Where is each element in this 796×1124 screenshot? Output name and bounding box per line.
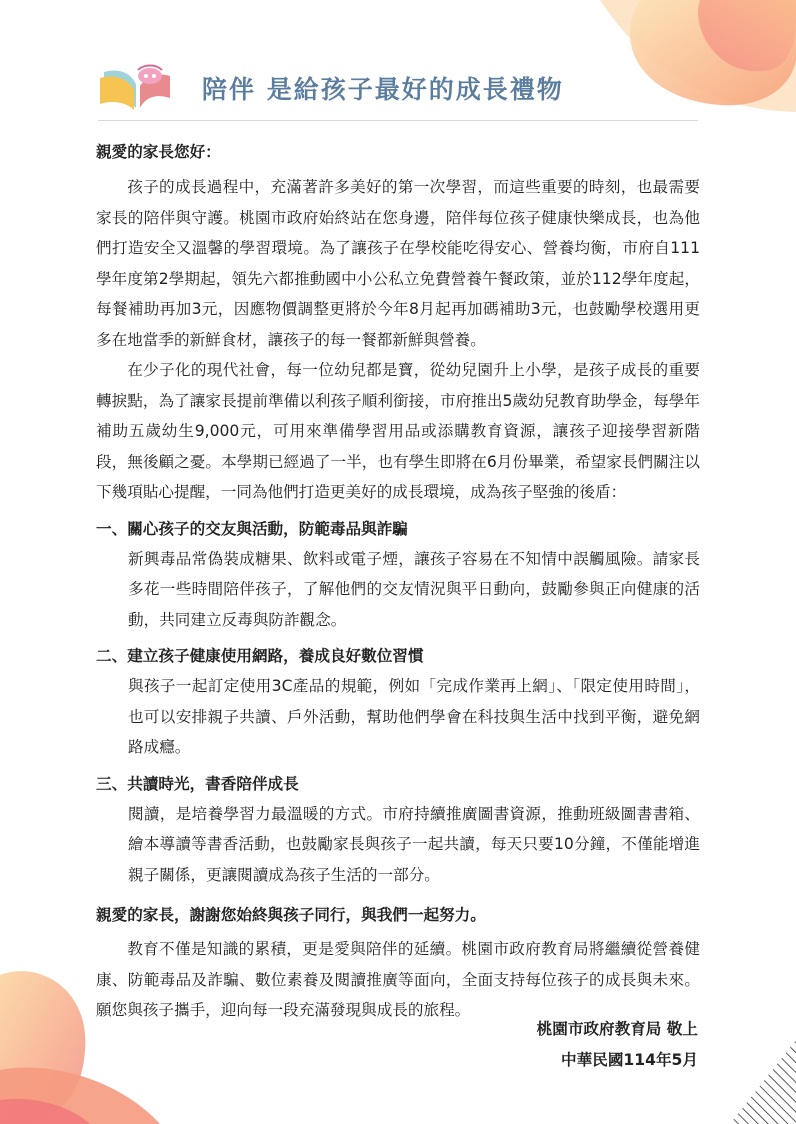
section [96,516,700,636]
intro-paragraph: 孩子的成長過程中，充滿著許多美好的第一次學習，而這些重要的時刻，也最需要家長的陪伴與守護。桃園市政府始終站在您身邊，陪伴每位孩子健康快樂成長，也為他們打造安全又溫馨的學習環境。為了讓孩子在學校能吃得安心、營養均衡，市府自111學年度第2學期起，領先六都推動國中小公私立免費營養午餐政策，並於112學年度起，每餐補助再加3元，因應物價調整更將於今年8月起再加碼補助3元，也鼓勵學校選用更多在地當季的新鮮食材，讓孩子的每一餐都新鮮與營養。 [96,178,700,349]
section-title: 一、關心孩子的交友與活動，防範毒品與詐騙 [96,519,408,538]
signature-date: 中華民國114年5月 [561,1051,698,1069]
signature-org: 桃園市政府教育局 敬上 [536,1020,698,1038]
section-body: 新興毒品常偽裝成糖果、飲料或電子煙，讓孩子容易在不知情中誤觸風險。請家長多花一些時間陪伴孩子，了解他們的交友情況與平日動向，鼓勵參與正向健康的活動，共同建立反毒與防詐觀念。 [128,549,700,629]
page-title: 陪伴 是給孩子最好的成長禮物 [202,75,564,104]
section [96,771,700,891]
book-mask-icon [98,62,176,112]
closing-paragraph: 教育不僅是知識的累積，更是愛與陪伴的延續。桃園市政府教育局將繼續從營養健康、防範毒品及詐騙、數位素養及閱讀推廣等面向，全面支持每位孩子的成長與未來。願您與孩子攜手，迎向每一段充滿發現與成長的旅程。 [96,940,700,1019]
bottom-right-hatch [730,1040,796,1124]
letter-body [96,140,700,1026]
section-title: 二、建立孩子健康使用網路，養成良好數位習慣 [96,647,424,665]
section [96,643,700,763]
signature-block [537,1014,698,1076]
document-header [98,62,698,118]
greeting: 親愛的家長您好： [96,143,221,161]
intro-paragraph: 在少子化的現代社會，每一位幼兒都是寶，從幼兒園升上小學，是孩子成長的重要轉捩點，為了讓家長提前準備以利孩子順利銜接，市府推出5歲幼兒教育助學金，每學年補助五歲幼生9,000元，可用來準備學習用品或添購教育資源，讓孩子迎接學習新階段，無後顧之憂。本學期已經過了一半，也有學生即將在6月份畢業，希望家長們關注以下幾項貼心提醒，一同為他們打造更美好的成長環境，成為孩子堅強的後盾： [96,361,700,501]
header-divider [98,120,698,121]
section-title: 三、共讀時光，書香陪伴成長 [96,774,299,793]
closing-heading: 親愛的家長，謝謝您始終與孩子同行，與我們一起努力。 [96,906,486,924]
section-body: 閱讀，是培養學習力最溫暖的方式。市府持續推廣圖書資源，推動班級圖書書箱、繪本導讀等書香活動，也鼓勵家長與孩子一起共讀，每天只要10分鐘，不僅能增進親子關係，更讓閱讀成為孩子生活的一部分。 [128,804,700,884]
section-body: 與孩子一起訂定使用3C產品的規範，例如「完成作業再上網」、「限定使用時間」，也可以安排親子共讀、戶外活動，幫助他們學會在科技與生活中找到平衡，避免網路成癮。 [128,677,700,756]
